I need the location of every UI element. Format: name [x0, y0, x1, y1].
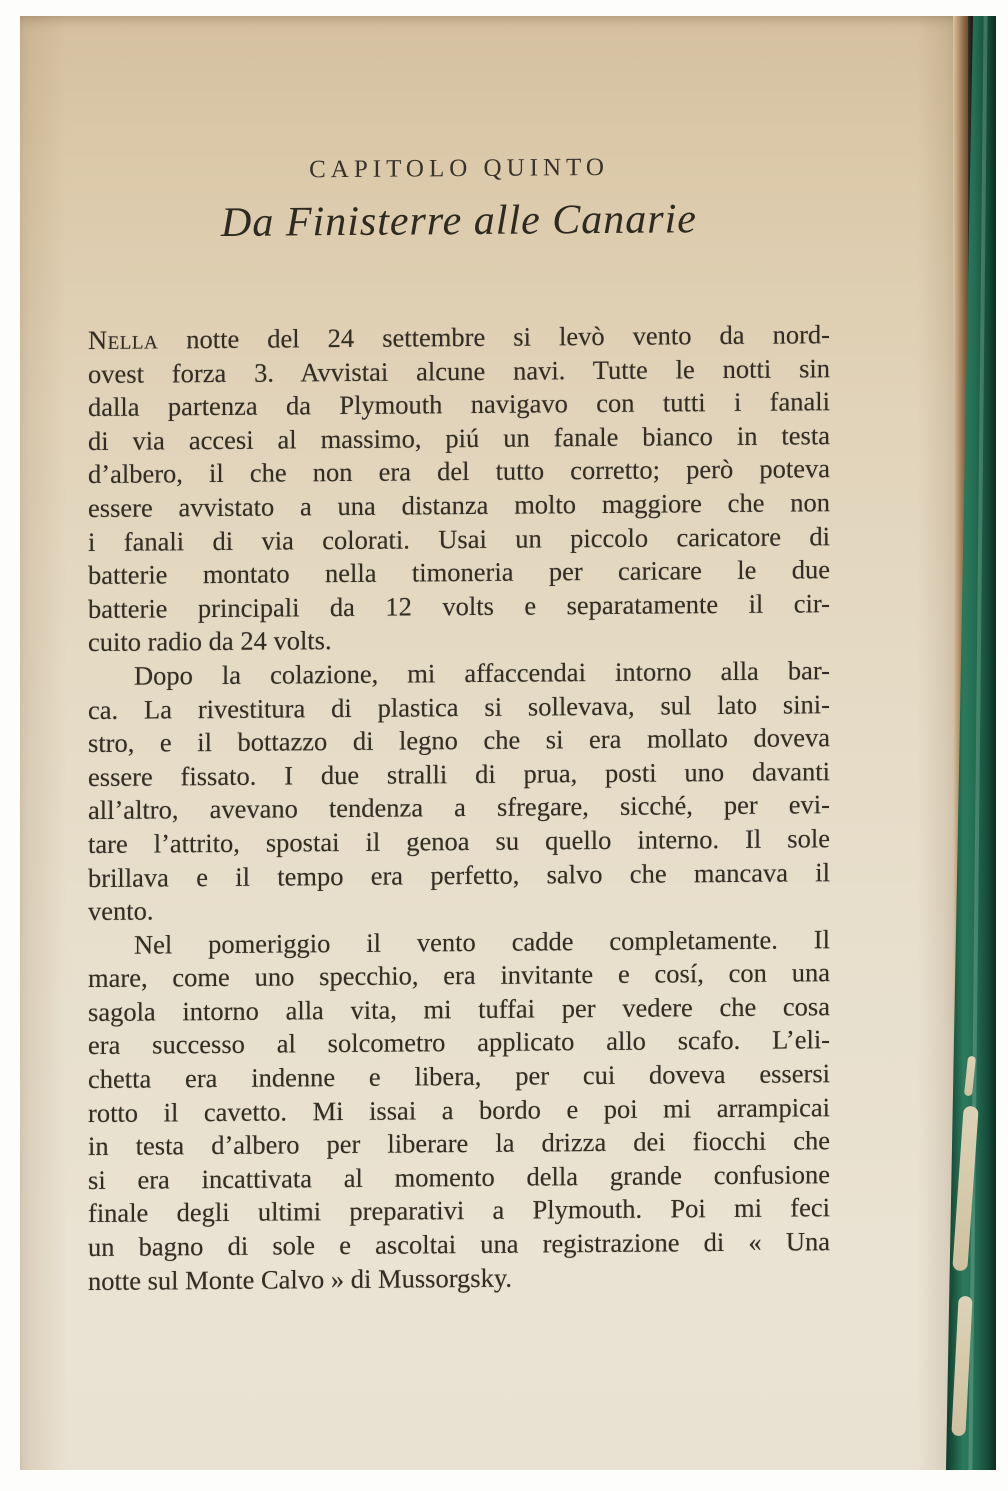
- text-line: si era incattivata al momento della grande confusione: [88, 1159, 830, 1195]
- text-line: era successo al solcometro applicato allo scafo. L’eli-: [88, 1024, 830, 1061]
- text-line: stro, e il bottazzo di legno che si era mollato doveva: [88, 722, 830, 759]
- cover-highlight: [968, 16, 987, 1470]
- text-line: d’albero, il che non era del tutto corretto; però poteva: [88, 453, 830, 490]
- text-line: dalla partenza da Plymouth navigavo con tutti i fanali: [88, 386, 830, 423]
- text-line: Dopo la colazione, mi affaccendai intorno alla bar-: [134, 655, 830, 691]
- text-line: sagola intorno alla vita, mi tuffai per vedere che cosa: [88, 991, 830, 1027]
- text-line: chetta era indenne e libera, per cui doveva essersi: [88, 1058, 830, 1095]
- text-line: essere fissato. I due stralli di prua, posti uno davanti: [88, 755, 830, 792]
- book-page: [20, 16, 955, 1470]
- text-line: brillava e il tempo era perfetto, salvo che mancava il: [88, 856, 830, 893]
- body-text: [88, 318, 830, 1298]
- text-line: i fanali di via colorati. Usai un piccolo caricatore di: [88, 520, 830, 557]
- opening-small-caps-word: Nella: [88, 324, 159, 355]
- text-line: ca. La rivestitura di plastica si sollevava, sul lato sini-: [88, 688, 830, 725]
- text-line: rotto il cavetto. Mi issai a bordo e poi mi arrampicai: [88, 1091, 830, 1128]
- text-line: in testa d’albero per liberare la drizza dei fiocchi che: [88, 1125, 830, 1162]
- paragraph: [88, 654, 830, 929]
- text-line: all’altro, avevano tendenza a sfregare, sicché, per evi-: [88, 789, 830, 826]
- page-text-block: [88, 10, 830, 1298]
- text-line: di via accesi al massimo, piú un fanale bianco in testa: [88, 419, 830, 456]
- text-line: essere avvistato a una distanza molto maggiore che non: [88, 487, 830, 523]
- text-line: vento.: [88, 895, 154, 927]
- text-line: tare l’attrito, spostai il genoa su quello interno. Il sole: [88, 823, 830, 859]
- text-line-rest: notte del 24 settembre si levò vento da nord-: [186, 319, 830, 355]
- text-line: batterie principali da 12 volts e separatamente il cir-: [88, 587, 830, 624]
- paragraph: [88, 923, 830, 1298]
- text-line: notte sul Monte Calvo » di Mussorgsky.: [88, 1262, 513, 1296]
- text-line: finale degli ultimi preparativi a Plymouth. Poi mi feci: [88, 1192, 830, 1229]
- text-line: ovest forza 3. Avvistai alcune navi. Tutte le notti sin: [88, 352, 830, 389]
- paragraph: [88, 318, 830, 660]
- text-line: un bagno di sole e ascoltai una registrazione di « Una: [88, 1226, 830, 1263]
- text-line: batterie montato nella timoneria per caricare le due: [88, 554, 830, 591]
- chapter-number-heading: CAPITOLO QUINTO: [309, 153, 609, 184]
- text-line: cuito radio da 24 volts.: [88, 625, 332, 658]
- chapter-title: Da Finisterre alle Canarie: [221, 196, 697, 246]
- text-line: mare, come uno specchio, era invitante e cosí, con una: [88, 957, 830, 994]
- text-line: [88, 318, 830, 357]
- text-line: Nel pomeriggio il vento cadde completamente. Il: [134, 923, 830, 960]
